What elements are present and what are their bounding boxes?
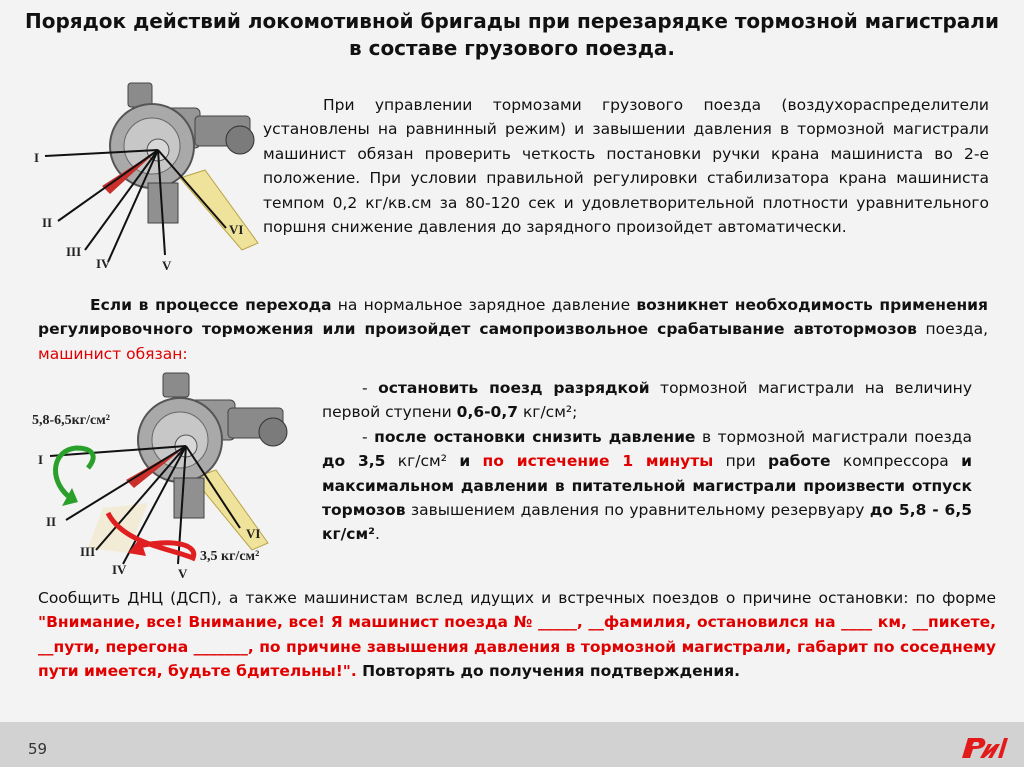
pressure-label-bottom: 3,5 кг/см² [200,549,260,564]
page-number: 59 [28,740,48,758]
paragraph-intro: При управлении тормозами грузового поезда (воздухораспределители установлены на равнинный режим) и завышении давления в тормозной магистрали машинист обязан проверить четкость постановки ручки крана машиниста во 2-е положение. При условии правильной регулировки стабилизатора крана машиниста темпом 0,2 кг/кв.см за 80-120 сек и удовлетворительной плотности уравнительного поршня снижение давления до зарядного произойдет автоматически. [263,96,989,237]
footer-bar [0,722,1024,767]
paragraph-report: Сообщить ДНЦ (ДСП), а также машинистам вслед идущих и встречных поездов о причине остановки: по форме "Внимание, все! Внимание, все! Я машинист поезда № _____, __фамилия, остановился на ____ км, __пикете, __пути, перегона _______, по причине завышения давления в тормозной магистрали, габарит по соседнему пути имеется, будьте бдительны!". Повторять до получения подтверждения. [38,589,996,681]
action-item-stop: - остановить поезд разрядкой тормозной магистрали на величину первой ступени 0,6-0,7 кг/см²; [322,379,972,422]
crane-diagram-1 [30,78,260,278]
position-label: I [34,150,40,165]
position-label: VI [246,526,261,541]
position-label: II [46,514,57,529]
action-list [322,376,972,547]
rzd-logo [958,734,1014,762]
position-label: V [178,566,188,578]
position-label: VI [229,222,244,237]
position-label: IV [112,562,127,577]
position-label: III [80,544,96,559]
position-label: V [162,258,172,273]
crane-diagram-2 [28,368,318,578]
page-title: Порядок действий локомотивной бригады при перезарядке тормозной магистрали в составе грузового поезда. [25,9,999,60]
position-label: III [66,244,82,259]
paragraph-condition: Если в процессе перехода на нормальное зарядное давление возникнет необходимость применения регулировочного торможения или произойдет самопроизвольное срабатывание автотормозов поезда, машинист обязан: [38,296,989,363]
position-label: II [42,215,53,230]
action-item-release: - после остановки снизить давление в тормозной магистрали поезда до 3,5 кг/см² и по истечение 1 минуты при работе компрессора и максимальном давлении в питательной магистрали произвести отпуск тормозов завышением давления по уравнительному резервуару до 5,8 - 6,5 кг/см². [322,427,973,544]
position-label: IV [96,256,111,271]
position-label: I [38,452,44,467]
pressure-label-top: 5,8-6,5кг/см² [32,413,110,428]
